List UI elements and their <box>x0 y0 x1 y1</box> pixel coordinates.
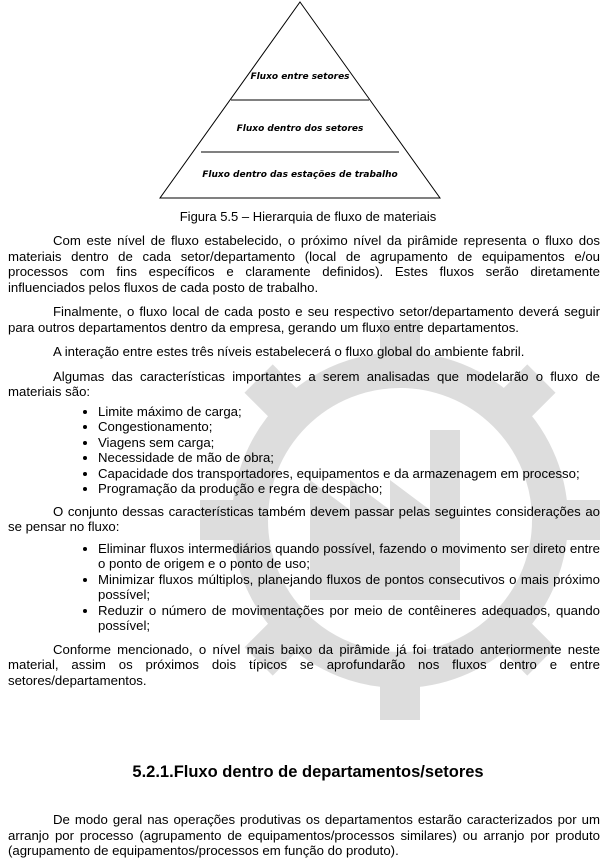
paragraph: Conforme mencionado, o nível mais baixo da pirâmide já foi tratado anteriormente neste material, assim os próximos dois típicos se aprofundarão nos fluxos dentro e entre setores/departamentos. <box>8 641 600 688</box>
paragraph: Finalmente, o fluxo local de cada posto e seu respectivo setor/departamento deverá seguir para outros departamentos dentro da empresa, gerando um fluxo entre departamentos. <box>8 304 600 335</box>
list-item: • Necessidade de mão de obra; <box>98 450 600 466</box>
pyramid-level-top: Fluxo entre setores <box>250 72 350 82</box>
characteristics-list <box>8 404 600 497</box>
list-item: • Eliminar fluxos intermediários quando possível, fazendo o movimento ser direto entre o ponto de origem e o ponto de uso; <box>98 541 600 572</box>
list-item: • Limite máximo de carga; <box>98 404 600 420</box>
list-item: • Minimizar fluxos múltiplos, planejando fluxos de pontos consecutivos o mais próximo possível; <box>98 572 600 603</box>
pyramid-level-bottom: Fluxo dentro das estações de trabalho <box>202 170 398 180</box>
pyramid-diagram <box>158 0 442 200</box>
pyramid-level-middle: Fluxo dentro dos setores <box>236 124 364 134</box>
paragraph: De modo geral nas operações produtivas os departamentos estarão caracterizados por um arranjo por processo (agrupamento de equipamentos/processos similares) ou arranjo por produto (agrupamento de equipamentos/processos em função do produto). <box>8 812 600 858</box>
body-text-block <box>8 233 600 688</box>
list-item: • Congestionamento; <box>98 419 600 435</box>
paragraph: Algumas das características importantes a serem analisadas que modelarão o fluxo de materiais são: <box>8 368 600 399</box>
paragraph: O conjunto dessas características também devem passar pelas seguintes considerações ao se pensar no fluxo: <box>8 503 600 534</box>
list-item: • Programação da produção e regra de despacho; <box>98 481 600 497</box>
pyramid-figure <box>158 0 442 200</box>
section-heading: 5.2.1.Fluxo dentro de departamentos/setores <box>132 763 484 781</box>
paragraph: A interação entre estes três níveis estabelecerá o fluxo global do ambiente fabril. <box>53 344 525 359</box>
figure-caption: Figura 5.5 – Hierarquia de fluxo de materiais <box>179 209 437 224</box>
list-item: • Reduzir o número de movimentações por meio de contêineres adequados, quando possível; <box>98 603 600 634</box>
body-text-block <box>8 812 600 859</box>
paragraph: Com este nível de fluxo estabelecido, o próximo nível da pirâmide representa o fluxo dos materiais dentro de cada setor/departamento (local de agrupamento de equipamentos e/ou processos com fins específicos e claramente definidos). Estes fluxos serão diretamente influenciados pelos fluxos de cada posto de trabalho. <box>8 233 600 295</box>
list-item: • Capacidade dos transportadores, equipamentos e da armazenagem em processo; <box>98 466 600 482</box>
considerations-list <box>8 541 600 634</box>
list-item: • Viagens sem carga; <box>98 435 600 451</box>
